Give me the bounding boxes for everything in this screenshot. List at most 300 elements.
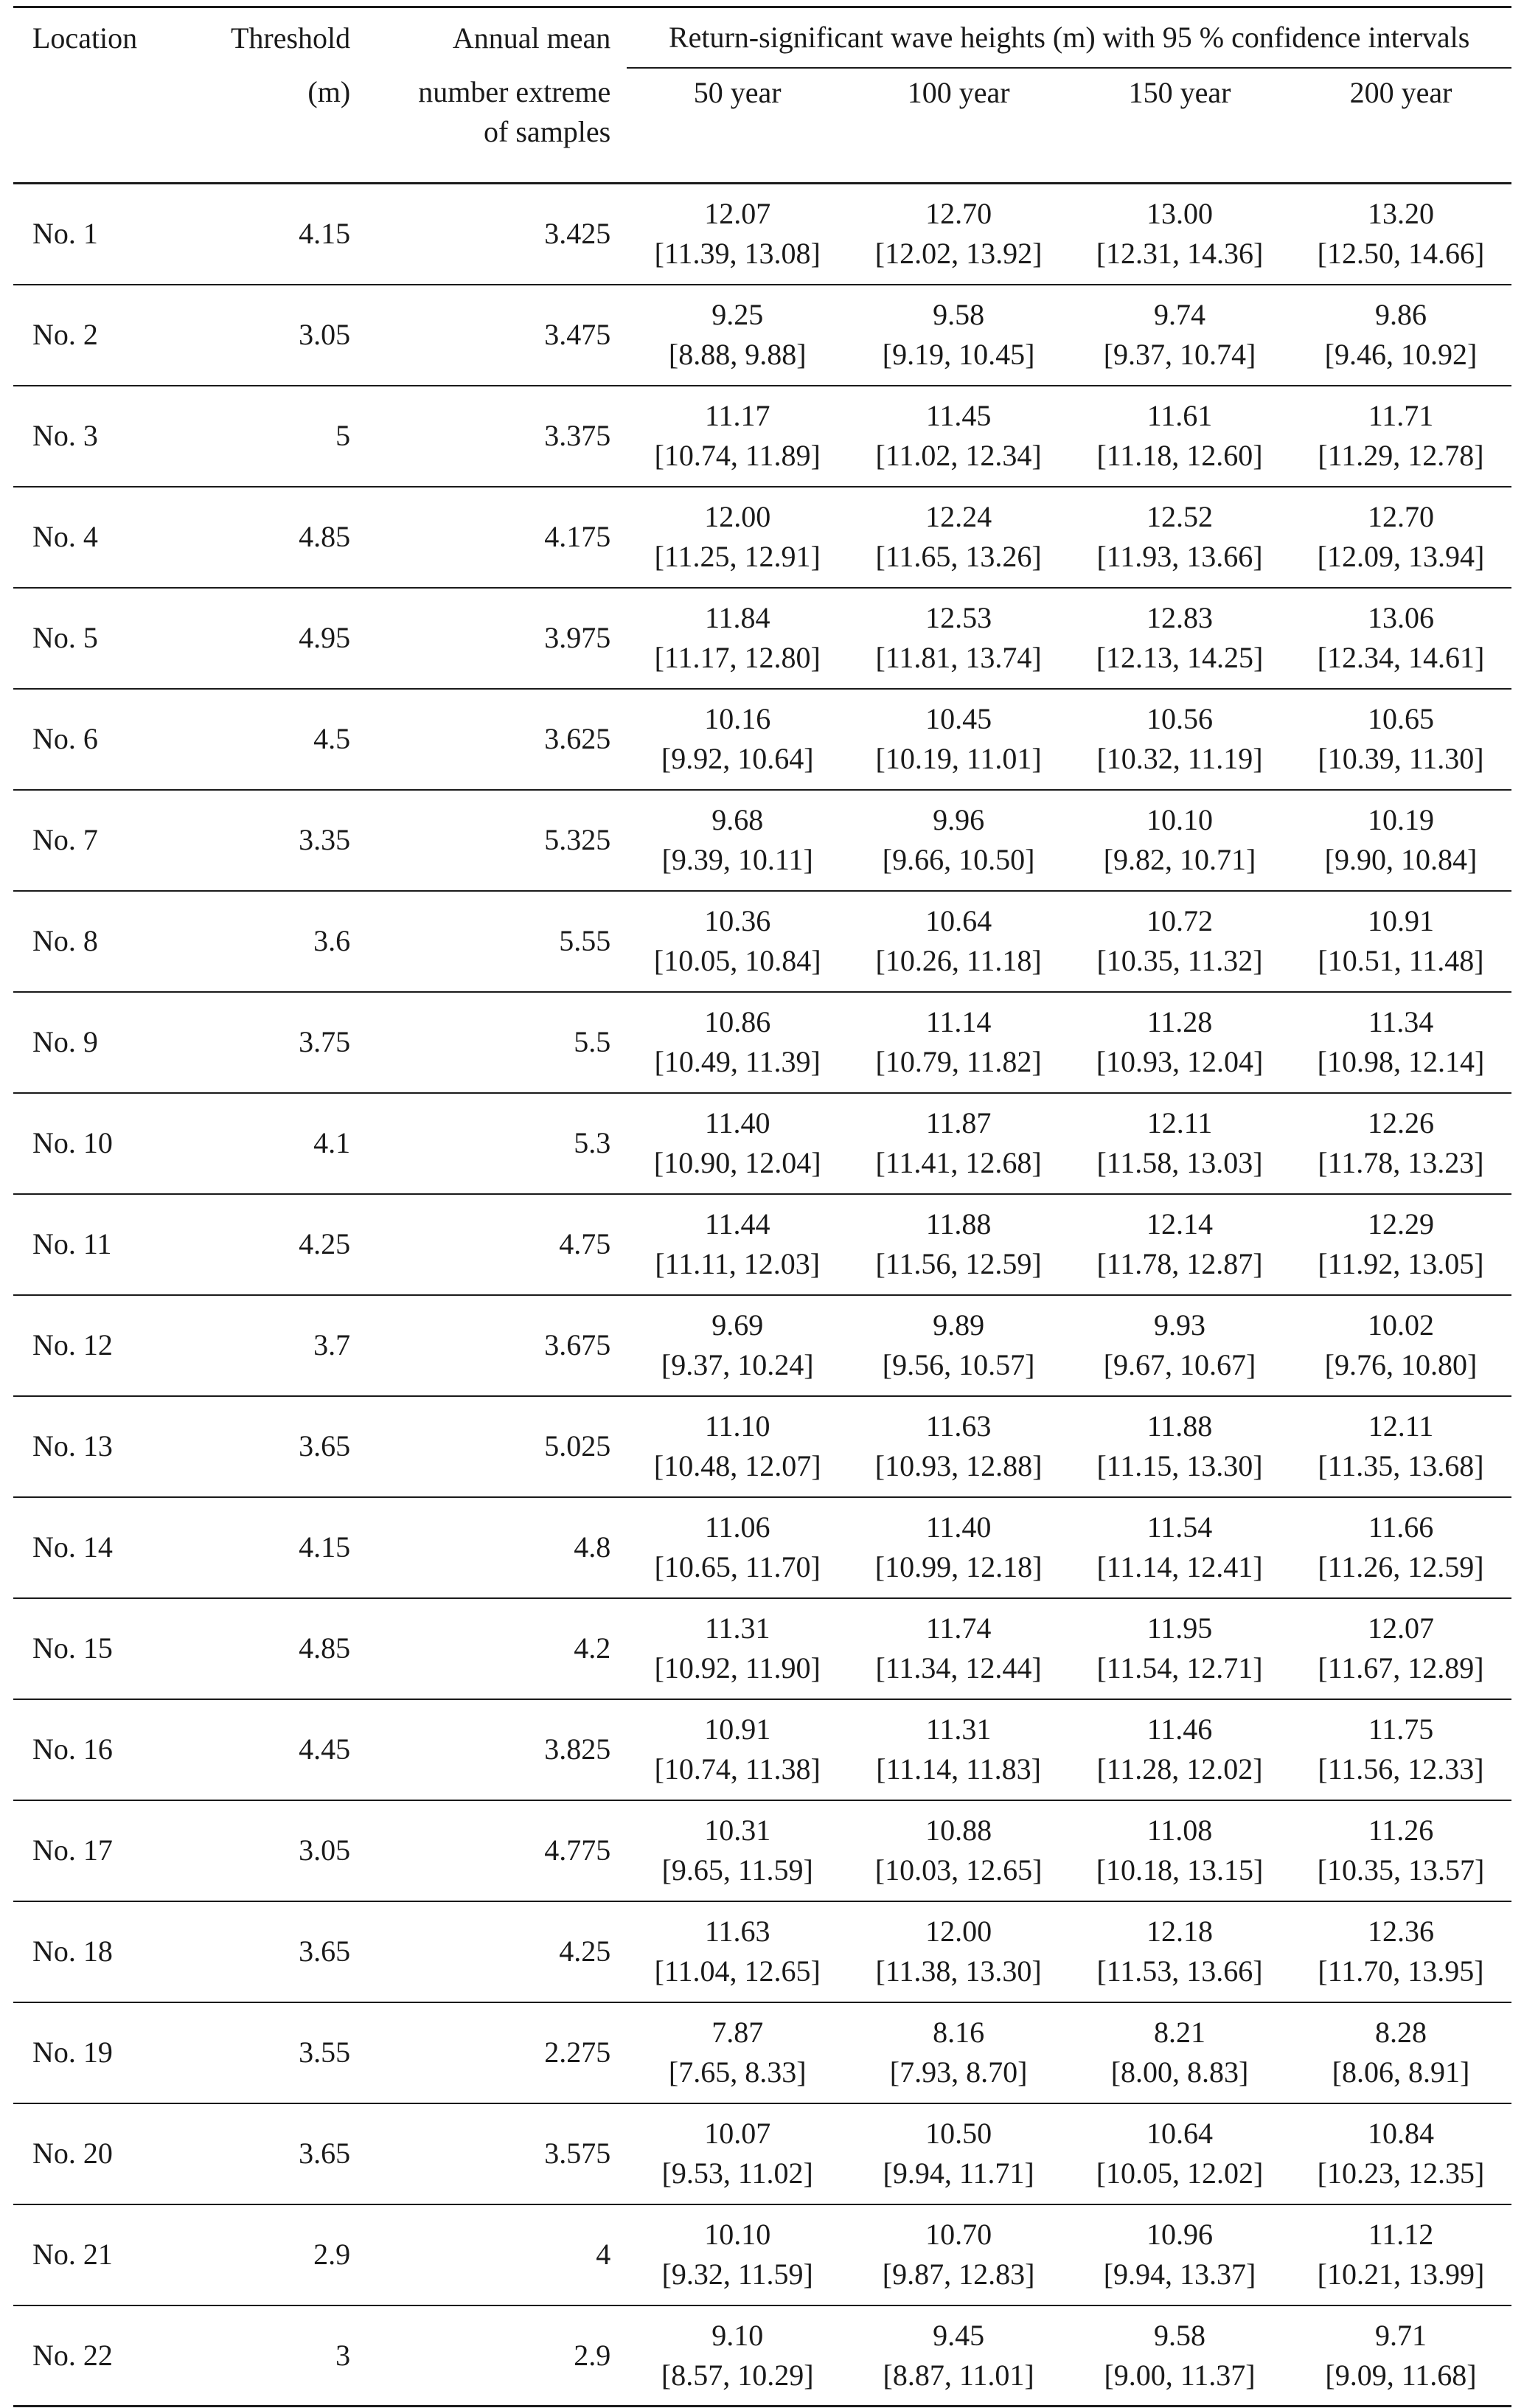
return-height-value: 10.10 [1147,803,1214,836]
return-height-value: 12.07 [1368,1611,1434,1645]
return-value-cell [627,2002,848,2103]
return-value-cell [848,2204,1069,2305]
confidence-interval: [9.76, 10.80] [1324,1348,1478,1381]
confidence-interval: [10.93, 12.88] [874,1449,1043,1482]
return-value-cell [848,1901,1069,2002]
samples-cell: 4.75 [366,1194,627,1295]
table-row [13,1194,1511,1295]
table-row [13,891,1511,992]
return-value-cell [627,1800,848,1901]
return-value-cell [627,487,848,588]
return-height-value: 11.34 [1368,1005,1434,1038]
return-height-value: 9.69 [711,1308,764,1342]
location-cell: No. 20 [13,2103,195,2204]
return-height-value: 8.16 [933,2016,985,2049]
return-height-value: 10.10 [704,2218,771,2251]
return-value-cell [1290,1598,1511,1699]
header-location-blank [13,68,195,184]
confidence-interval: [12.13, 14.25] [1096,641,1264,674]
return-value-cell [848,1093,1069,1194]
return-value-cell [1069,2305,1290,2407]
confidence-interval: [10.35, 13.57] [1317,1853,1485,1887]
samples-cell: 4.175 [366,487,627,588]
return-value-cell [1069,285,1290,386]
confidence-interval: [10.05, 12.02] [1096,2157,1264,2190]
return-height-value: 10.96 [1147,2218,1214,2251]
return-height-value: 10.50 [925,2117,992,2150]
samples-cell: 3.475 [366,285,627,386]
samples-cell: 4.25 [366,1901,627,2002]
table-row [13,2204,1511,2305]
confidence-interval: [9.39, 10.11] [661,843,813,876]
return-height-value: 11.44 [704,1207,770,1241]
location-cell: No. 9 [13,992,195,1093]
return-height-value: 11.08 [1147,1814,1213,1847]
header-threshold: Threshold [195,7,366,69]
return-value-cell [1069,487,1290,588]
return-height-value: 10.72 [1147,904,1214,937]
return-height-value: 11.88 [1147,1409,1213,1443]
return-value-cell [848,1497,1069,1598]
return-value-cell [1069,1093,1290,1194]
return-value-cell [1290,2103,1511,2204]
return-height-value: 7.87 [711,2016,764,2049]
confidence-interval: [8.06, 8.91] [1332,2055,1470,2089]
table-row [13,487,1511,588]
table-row [13,790,1511,891]
confidence-interval: [10.23, 12.35] [1317,2157,1485,2190]
location-cell: No. 17 [13,1800,195,1901]
return-value-cell [1290,2204,1511,2305]
confidence-interval: [10.19, 11.01] [875,742,1042,775]
return-height-value: 10.36 [704,904,771,937]
confidence-interval: [10.65, 11.70] [654,1550,821,1583]
confidence-interval: [11.28, 12.02] [1096,1752,1263,1786]
return-height-value: 10.64 [1147,2117,1214,2150]
location-cell: No. 16 [13,1699,195,1800]
return-value-cell [1069,2204,1290,2305]
confidence-interval: [11.78, 12.87] [1096,1247,1263,1280]
return-value-cell [1290,1699,1511,1800]
return-height-value: 12.36 [1368,1915,1434,1948]
return-value-cell [1290,1396,1511,1497]
confidence-interval: [9.94, 11.71] [883,2157,1034,2190]
return-height-value: 11.31 [925,1713,992,1746]
return-value-cell [1069,1194,1290,1295]
confidence-interval: [11.78, 13.23] [1318,1146,1484,1179]
table-row [13,386,1511,487]
return-height-value: 12.00 [704,500,771,533]
samples-cell: 5.5 [366,992,627,1093]
return-value-cell [848,2002,1069,2103]
wave-height-table [13,6,1511,2407]
return-height-value: 9.68 [711,803,764,836]
confidence-interval: [12.09, 13.94] [1317,540,1485,573]
return-value-cell [1290,487,1511,588]
return-value-cell [627,2103,848,2204]
confidence-interval: [11.58, 13.03] [1096,1146,1263,1179]
samples-cell: 3.425 [366,184,627,285]
samples-cell: 3.375 [366,386,627,487]
return-height-value: 13.06 [1368,601,1434,634]
return-height-value: 12.14 [1147,1207,1214,1241]
return-value-cell [848,992,1069,1093]
location-cell: No. 1 [13,184,195,285]
return-height-value: 12.00 [925,1915,992,1948]
return-height-value: 12.29 [1368,1207,1434,1241]
threshold-cell: 4.15 [195,184,366,285]
return-value-cell [627,386,848,487]
confidence-interval: [9.19, 10.45] [882,338,1035,371]
confidence-interval: [11.39, 13.08] [654,237,821,271]
header-period-100: 100 year [848,68,1069,184]
location-cell: No. 13 [13,1396,195,1497]
return-value-cell [627,285,848,386]
location-cell: No. 18 [13,1901,195,2002]
return-value-cell [848,2305,1069,2407]
confidence-interval: [10.92, 11.90] [654,1651,821,1684]
return-height-value: 11.28 [1147,1005,1213,1038]
return-value-cell [1290,992,1511,1093]
return-value-cell [627,1598,848,1699]
return-value-cell [1290,386,1511,487]
confidence-interval: [11.93, 13.66] [1096,540,1263,573]
return-height-value: 10.65 [1368,702,1434,735]
return-height-value: 12.11 [1147,1106,1213,1139]
return-value-cell [848,689,1069,790]
return-height-value: 11.75 [1368,1713,1434,1746]
return-height-value: 11.10 [704,1409,770,1443]
return-height-value: 9.93 [1154,1308,1206,1342]
return-height-value: 10.88 [925,1814,992,1847]
location-cell: No. 8 [13,891,195,992]
location-cell: No. 14 [13,1497,195,1598]
confidence-interval: [8.88, 9.88] [668,338,807,371]
threshold-cell: 4.25 [195,1194,366,1295]
return-height-value: 10.31 [704,1814,771,1847]
confidence-interval: [9.94, 13.37] [1103,2258,1256,2291]
return-value-cell [1069,1800,1290,1901]
table-row [13,2103,1511,2204]
return-height-value: 12.18 [1147,1915,1214,1948]
return-height-value: 9.58 [1154,2318,1206,2352]
header-annual-mean: Annual mean [366,7,627,69]
return-height-value: 9.71 [1375,2318,1427,2352]
confidence-interval: [8.00, 8.83] [1110,2055,1249,2089]
table-row [13,1901,1511,2002]
threshold-cell: 2.9 [195,2204,366,2305]
return-height-value: 10.86 [704,1005,771,1038]
return-height-value: 12.24 [925,500,992,533]
return-value-cell [848,1295,1069,1396]
confidence-interval: [11.67, 12.89] [1318,1651,1484,1684]
return-height-value: 10.84 [1368,2117,1434,2150]
samples-cell: 5.55 [366,891,627,992]
samples-cell: 3.675 [366,1295,627,1396]
return-height-value: 11.84 [704,601,770,634]
return-value-cell [627,1194,848,1295]
location-cell: No. 15 [13,1598,195,1699]
threshold-cell: 4.85 [195,1598,366,1699]
table-header [13,7,1511,184]
confidence-interval: [11.53, 13.66] [1096,1954,1263,1988]
return-height-value: 11.26 [1368,1814,1434,1847]
location-cell: No. 3 [13,386,195,487]
return-height-value: 10.45 [925,702,992,735]
return-value-cell [848,184,1069,285]
return-value-cell [627,790,848,891]
return-height-value: 11.12 [1368,2218,1434,2251]
threshold-cell: 3.65 [195,1396,366,1497]
return-height-value: 9.86 [1375,298,1427,331]
return-value-cell [1069,1396,1290,1497]
return-value-cell [1069,184,1290,285]
confidence-interval: [9.46, 10.92] [1324,338,1478,371]
confidence-interval: [11.56, 12.33] [1318,1752,1484,1786]
return-value-cell [1290,689,1511,790]
table-row [13,1295,1511,1396]
return-height-value: 11.46 [1147,1713,1213,1746]
location-cell: No. 6 [13,689,195,790]
return-value-cell [848,1396,1069,1497]
return-height-value: 10.16 [704,702,771,735]
return-height-value: 13.00 [1147,197,1214,231]
return-value-cell [1069,1901,1290,2002]
location-cell: No. 12 [13,1295,195,1396]
threshold-cell: 5 [195,386,366,487]
return-height-value: 10.02 [1368,1308,1434,1342]
confidence-interval: [10.03, 12.65] [874,1853,1043,1887]
threshold-cell: 3.75 [195,992,366,1093]
return-value-cell [627,184,848,285]
confidence-interval: [10.51, 11.48] [1318,944,1484,977]
return-value-cell [1290,2002,1511,2103]
return-value-cell [1290,1800,1511,1901]
location-cell: No. 19 [13,2002,195,2103]
confidence-interval: [10.74, 11.89] [654,439,821,472]
return-height-value: 9.74 [1154,298,1206,331]
return-value-cell [1290,891,1511,992]
return-value-cell [848,1699,1069,1800]
threshold-cell: 4.85 [195,487,366,588]
return-value-cell [627,2204,848,2305]
table-row [13,992,1511,1093]
table-row [13,285,1511,386]
confidence-interval: [10.21, 13.99] [1317,2258,1485,2291]
confidence-interval: [10.98, 12.14] [1317,1045,1485,1078]
return-height-value: 11.14 [925,1005,992,1038]
return-value-cell [1069,1699,1290,1800]
return-value-cell [1069,386,1290,487]
header-annual-mean-line2: number extreme [418,75,611,108]
confidence-interval: [9.65, 11.59] [661,1853,813,1887]
confidence-interval: [12.34, 14.61] [1317,641,1485,674]
confidence-interval: [11.14, 12.41] [1096,1550,1263,1583]
return-value-cell [1290,184,1511,285]
table-row [13,184,1511,285]
return-height-value: 11.88 [925,1207,992,1241]
confidence-interval: [11.92, 13.05] [1318,1247,1484,1280]
return-height-value: 11.54 [1147,1510,1213,1544]
samples-cell: 3.975 [366,588,627,689]
return-height-value: 8.21 [1154,2016,1206,2049]
return-value-cell [1290,1093,1511,1194]
samples-cell: 5.025 [366,1396,627,1497]
threshold-cell: 3.55 [195,2002,366,2103]
table-row [13,1396,1511,1497]
location-cell: No. 22 [13,2305,195,2407]
confidence-interval: [10.35, 11.32] [1096,944,1263,977]
return-height-value: 10.56 [1147,702,1214,735]
location-cell: No. 2 [13,285,195,386]
location-cell: No. 7 [13,790,195,891]
return-value-cell [848,891,1069,992]
return-height-value: 11.61 [1147,399,1213,432]
return-height-value: 10.19 [1368,803,1434,836]
return-height-value: 10.64 [925,904,992,937]
samples-cell: 4.2 [366,1598,627,1699]
confidence-interval: [8.57, 10.29] [661,2358,814,2392]
return-height-value: 11.87 [925,1106,992,1139]
threshold-cell: 3 [195,2305,366,2407]
confidence-interval: [9.66, 10.50] [882,843,1035,876]
confidence-interval: [10.39, 11.30] [1318,742,1484,775]
return-height-value: 12.53 [925,601,992,634]
return-height-value: 12.52 [1147,500,1214,533]
header-location: Location [13,7,195,69]
return-height-value: 12.07 [704,197,771,231]
return-value-cell [1290,1497,1511,1598]
confidence-interval: [11.11, 12.03] [655,1247,821,1280]
confidence-interval: [11.29, 12.78] [1318,439,1484,472]
confidence-interval: [10.93, 12.04] [1096,1045,1264,1078]
threshold-cell: 4.1 [195,1093,366,1194]
table-row [13,2002,1511,2103]
confidence-interval: [9.87, 12.83] [882,2258,1035,2291]
confidence-interval: [7.93, 8.70] [889,2055,1028,2089]
confidence-interval: [10.26, 11.18] [875,944,1042,977]
samples-cell: 3.575 [366,2103,627,2204]
confidence-interval: [10.32, 11.19] [1096,742,1263,775]
return-value-cell [1290,1194,1511,1295]
table-row [13,1497,1511,1598]
confidence-interval: [9.37, 10.24] [661,1348,814,1381]
return-height-value: 11.40 [704,1106,770,1139]
return-height-value: 9.89 [933,1308,985,1342]
return-value-cell [1069,588,1290,689]
confidence-interval: [11.54, 12.71] [1096,1651,1263,1684]
return-value-cell [627,992,848,1093]
return-value-cell [627,588,848,689]
return-height-value: 13.20 [1368,197,1434,231]
return-value-cell [1069,790,1290,891]
return-value-cell [627,1901,848,2002]
return-height-value: 11.31 [704,1611,770,1645]
samples-cell: 5.3 [366,1093,627,1194]
confidence-interval: [11.56, 12.59] [875,1247,1042,1280]
return-value-cell [1069,992,1290,1093]
confidence-interval: [12.02, 13.92] [874,237,1043,271]
return-value-cell [848,1800,1069,1901]
return-value-cell [627,891,848,992]
confidence-interval: [8.87, 11.01] [883,2358,1034,2392]
table-row [13,588,1511,689]
return-height-value: 11.66 [1368,1510,1434,1544]
samples-cell: 2.9 [366,2305,627,2407]
confidence-interval: [12.31, 14.36] [1096,237,1264,271]
confidence-interval: [11.81, 13.74] [875,641,1042,674]
location-cell: No. 4 [13,487,195,588]
return-value-cell [627,1699,848,1800]
return-height-value: 12.83 [1147,601,1214,634]
confidence-interval: [11.17, 12.80] [654,641,821,674]
threshold-cell: 3.35 [195,790,366,891]
confidence-interval: [11.04, 12.65] [654,1954,821,1988]
confidence-interval: [9.53, 11.02] [661,2157,813,2190]
return-value-cell [1290,1295,1511,1396]
confidence-interval: [11.18, 12.60] [1096,439,1263,472]
header-period-150: 150 year [1069,68,1290,184]
return-height-value: 11.63 [704,1915,770,1948]
threshold-cell: 3.05 [195,1800,366,1901]
confidence-interval: [7.65, 8.33] [668,2055,807,2089]
threshold-cell: 3.65 [195,1901,366,2002]
return-value-cell [1069,2002,1290,2103]
location-cell: No. 10 [13,1093,195,1194]
return-height-value: 11.45 [925,399,992,432]
confidence-interval: [10.48, 12.07] [653,1449,821,1482]
return-height-value: 9.10 [711,2318,764,2352]
location-cell: No. 5 [13,588,195,689]
confidence-interval: [9.90, 10.84] [1324,843,1478,876]
return-height-value: 12.11 [1368,1409,1434,1443]
header-row-1 [13,7,1511,69]
confidence-interval: [9.09, 11.68] [1325,2358,1477,2392]
threshold-cell: 3.05 [195,285,366,386]
return-height-value: 9.45 [933,2318,985,2352]
confidence-interval: [11.15, 13.30] [1096,1449,1263,1482]
return-value-cell [1069,2103,1290,2204]
return-height-value: 11.06 [704,1510,770,1544]
header-period-50: 50 year [627,68,848,184]
return-value-cell [627,1396,848,1497]
confidence-interval: [9.56, 10.57] [882,1348,1035,1381]
return-height-value: 10.70 [925,2218,992,2251]
return-value-cell [1290,1901,1511,2002]
return-value-cell [627,1497,848,1598]
return-value-cell [1069,1598,1290,1699]
return-value-cell [1069,689,1290,790]
confidence-interval: [11.41, 12.68] [875,1146,1042,1179]
return-value-cell [848,285,1069,386]
confidence-interval: [9.00, 11.37] [1104,2358,1256,2392]
confidence-interval: [11.38, 13.30] [875,1954,1042,1988]
return-value-cell [627,2305,848,2407]
return-value-cell [627,1295,848,1396]
return-height-value: 11.95 [1147,1611,1213,1645]
samples-cell: 2.275 [366,2002,627,2103]
table-row [13,1598,1511,1699]
return-value-cell [848,2103,1069,2204]
return-value-cell [1290,588,1511,689]
return-value-cell [1069,891,1290,992]
samples-cell: 3.825 [366,1699,627,1800]
confidence-interval: [9.32, 11.59] [661,2258,813,2291]
return-value-cell [848,790,1069,891]
confidence-interval: [9.67, 10.67] [1103,1348,1256,1381]
return-value-cell [848,1598,1069,1699]
return-height-value: 11.71 [1368,399,1434,432]
